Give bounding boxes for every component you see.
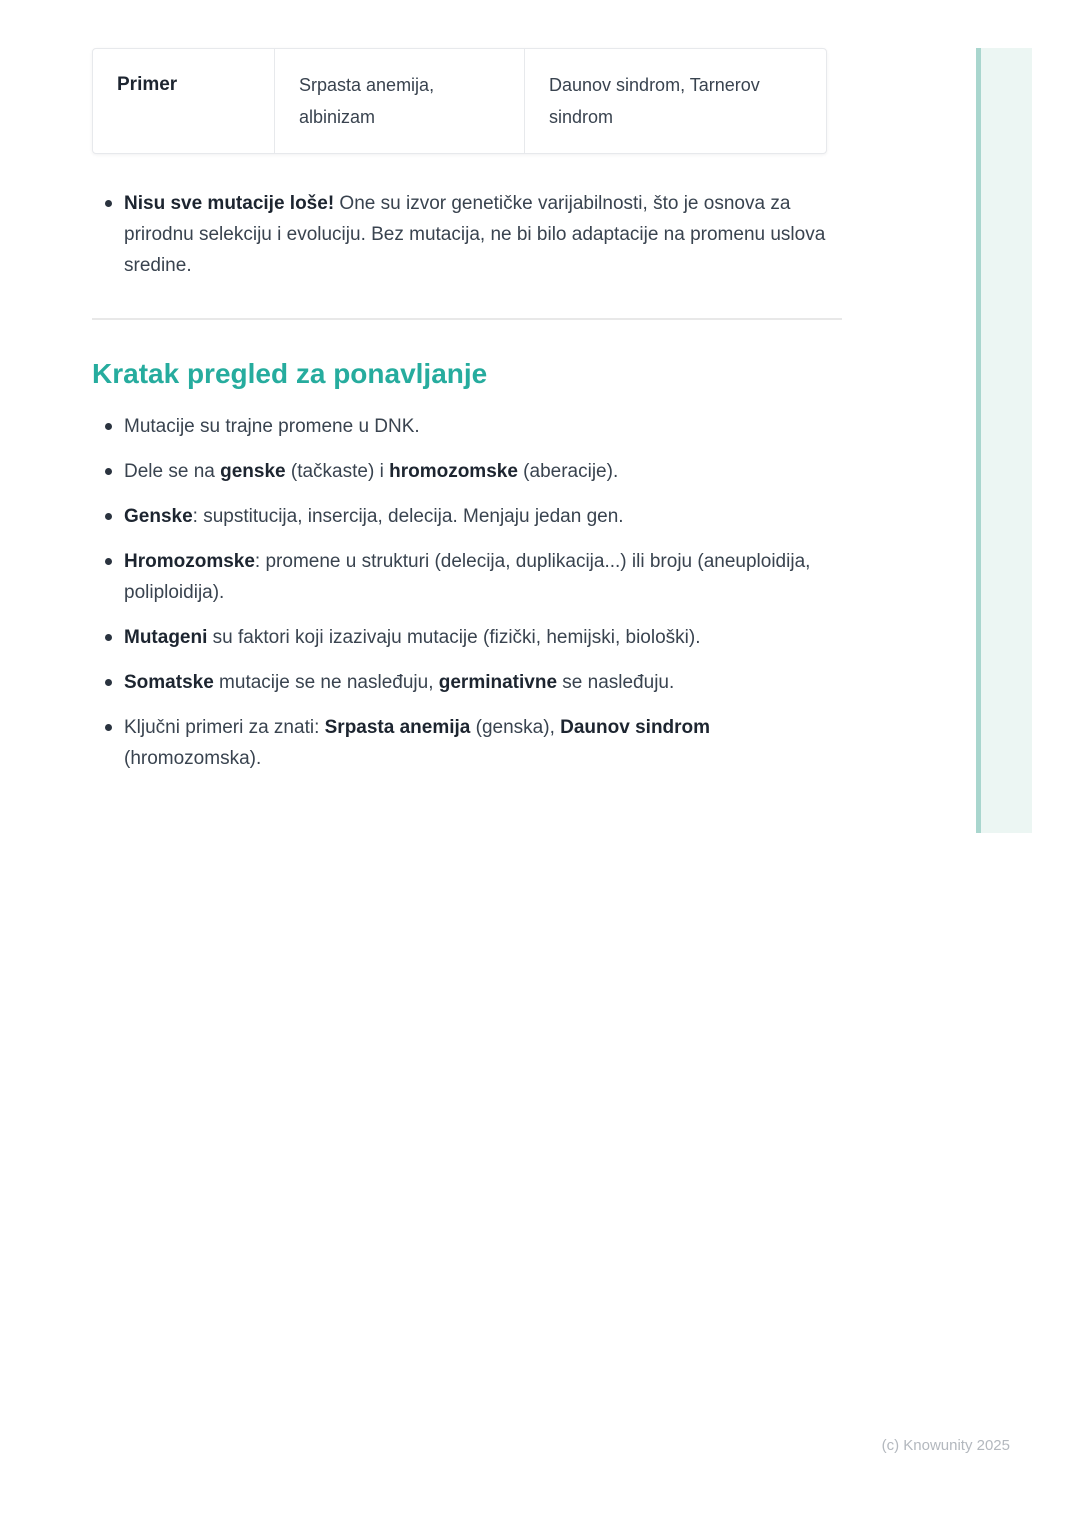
text: Mutacije su trajne promene u DNK. bbox=[124, 416, 420, 437]
bold-text: Mutageni bbox=[124, 627, 208, 648]
bold-text: germinativne bbox=[438, 672, 558, 693]
table-cell: Srpasta anemija, albinizam bbox=[274, 49, 524, 153]
table bbox=[92, 48, 827, 154]
text: mutacije se ne nasleđuju, bbox=[213, 672, 439, 693]
list-item bbox=[92, 546, 845, 608]
list-item bbox=[92, 501, 845, 532]
bold-text: Hromozomske bbox=[124, 551, 255, 572]
bold-text: hromozomske bbox=[389, 461, 518, 482]
text: (tačkaste) i bbox=[285, 461, 390, 482]
bold-text: Srpasta anemija bbox=[324, 717, 471, 738]
section-heading: Kratak pregled za ponavljanje bbox=[92, 358, 488, 389]
review-bullet-list bbox=[92, 411, 845, 788]
page-accent-bar bbox=[976, 48, 1032, 833]
text: One su izvor genetičke varijabilnosti, što je osnova za prirodnu selekciju i evoluciju. Bez mutacija, ne bi bilo adaptacije na promenu uslova sredine. bbox=[124, 193, 826, 276]
list-item bbox=[92, 712, 845, 774]
table-cell: Daunov sindrom, Tarnerov sindrom bbox=[524, 49, 826, 153]
text: su faktori koji izazivaju mutacije (fizički, hemijski, biološki). bbox=[207, 627, 701, 648]
section-divider bbox=[92, 318, 842, 320]
text: Dele se na bbox=[124, 461, 221, 482]
list-item bbox=[92, 622, 845, 653]
table-cell: Primer bbox=[117, 74, 178, 95]
bold-text: Daunov sindrom bbox=[560, 717, 711, 738]
text: (aberacije). bbox=[517, 461, 619, 482]
text: (genska), bbox=[470, 717, 561, 738]
table-row bbox=[93, 49, 826, 153]
list-item bbox=[92, 456, 845, 487]
bold-text: Nisu sve mutacije loše! bbox=[124, 193, 335, 214]
list-item bbox=[92, 411, 845, 442]
footer-credit: (c) Knowunity 2025 bbox=[881, 1437, 1010, 1454]
bold-text: Genske bbox=[124, 506, 193, 527]
text: Ključni primeri za znati: bbox=[124, 717, 325, 738]
intro-bullet-list bbox=[92, 188, 845, 295]
list-item bbox=[92, 188, 845, 281]
bold-text: genske bbox=[220, 461, 286, 482]
list-item bbox=[92, 667, 845, 698]
text: : supstitucija, insercija, delecija. Menjaju jedan gen. bbox=[192, 506, 624, 527]
text: (hromozomska). bbox=[124, 748, 262, 769]
text: se nasleđuju. bbox=[557, 672, 675, 693]
text: : promene u strukturi (delecija, duplikacija...) ili broju (aneuploidija, poliploidija). bbox=[124, 551, 811, 603]
bold-text: Somatske bbox=[124, 672, 214, 693]
